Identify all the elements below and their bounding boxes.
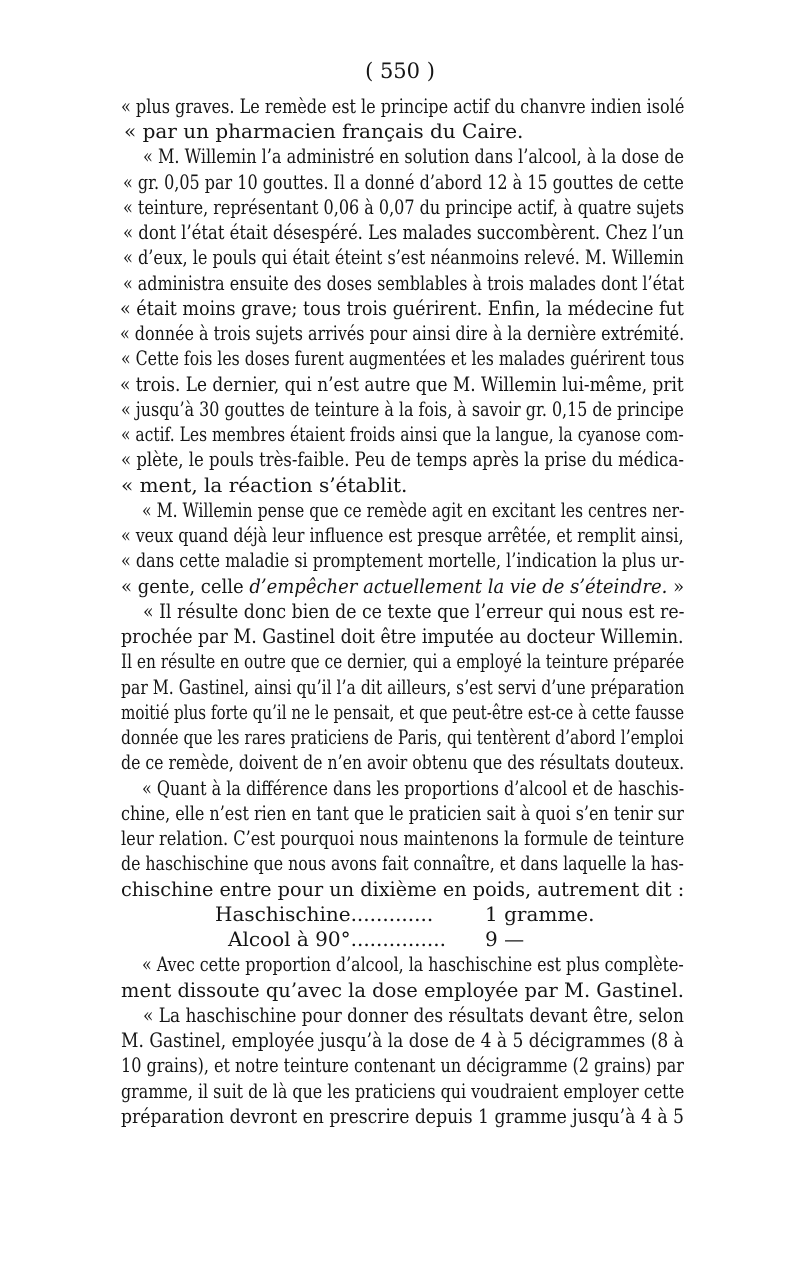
- text-line: « teinture, représentant 0,06 à 0,07 du principe actif, à quatre sujets: [123, 195, 685, 219]
- text-line: « ment, la réaction s’établit.: [121, 473, 408, 497]
- text-line: « par un pharmacien français du Caire.: [124, 119, 524, 143]
- text-line: « gr. 0,05 par 10 gouttes. Il a donné d’abord 12 à 15 gouttes de cette: [123, 170, 684, 194]
- text-line: gramme, il suit de là que les praticiens qui voudraient employer cette: [121, 1079, 685, 1103]
- closing-quote: »: [667, 574, 685, 598]
- text-line: prochée par M. Gastinel doit être imputée au docteur Willemin.: [121, 624, 684, 648]
- text-line: M. Gastinel, employée jusqu’à la dose de 4 à 5 décigrammes (8 à: [121, 1028, 684, 1052]
- text-line: « était moins grave; tous trois guérirent. Enfin, la médecine fut: [120, 296, 684, 320]
- text-line: Il en résulte en outre que ce dernier, qui a employé la teinture préparée: [121, 649, 685, 673]
- text-line: « veux quand déjà leur influence est presque arrêtée, et remplit ainsi,: [121, 523, 684, 547]
- text-line: « dont l’état était désespéré. Les malades succombèrent. Chez l’un: [123, 220, 684, 244]
- text-line: donnée que les rares praticiens de Paris, qui tentèrent d’abord l’emploi: [121, 725, 684, 749]
- text-line: « plus graves. Le remède est le principe actif du chanvre indien isolé: [121, 94, 685, 118]
- text-line: « jusqu’à 30 gouttes de teinture à la fois, à savoir gr. 0,15 de principe: [121, 397, 684, 421]
- text-line: « M. Willemin l’a administré en solution dans l’alcool, à la dose de: [143, 144, 685, 168]
- text-line: « donnée à trois sujets arrivés pour ainsi dire à la dernière extrémité.: [120, 321, 685, 345]
- text-line: de ce remède, doivent de n’en avoir obtenu que des résultats douteux.: [121, 750, 685, 774]
- text-line: ment dissoute qu’avec la dose employée par M. Gastinel.: [121, 978, 684, 1002]
- text-line: de haschischine que nous avons fait connaître, et dans laquelle la has-: [121, 851, 684, 875]
- text-line: chischine entre pour un dixième en poids, autrement dit :: [121, 877, 685, 901]
- formula-value: 1 gramme.: [485, 902, 595, 926]
- text-line-with-italic: [121, 573, 684, 599]
- text-line: « Il résulte donc bien de ce texte que l’erreur qui nous est re-: [143, 599, 685, 623]
- page-number: ( 550 ): [365, 59, 435, 83]
- text-line: chine, elle n’est rien en tant que le praticien sait à quoi s’en tenir sur: [121, 801, 684, 825]
- text-line: « d’eux, le pouls qui était éteint s’est néanmoins relevé. M. Willemin: [123, 245, 684, 269]
- text-line: « dans cette maladie si promptement mortelle, l’indication la plus ur-: [121, 548, 685, 572]
- text-span: « gente, celle: [121, 574, 250, 598]
- text-line: préparation devront en prescrire depuis 1 gramme jusqu’à 4 à 5: [121, 1104, 685, 1128]
- text-line: moitié plus forte qu’il ne le pensait, et que peut-être est-ce à cette fausse: [121, 700, 685, 724]
- text-line: 10 grains), et notre teinture contenant un décigramme (2 grains) par: [121, 1053, 684, 1077]
- text-line: « La haschischine pour donner des résultats devant être, selon: [143, 1003, 684, 1027]
- text-line: par M. Gastinel, ainsi qu’il l’a dit ailleurs, s’est servi d’une préparation: [121, 675, 685, 699]
- formula-value: 9 —: [485, 927, 525, 951]
- text-line: « actif. Les membres étaient froids ainsi que la langue, la cyanose com-: [121, 422, 684, 446]
- text-line: « plète, le pouls très-faible. Peu de temps après la prise du médica-: [121, 447, 684, 471]
- text-line: « trois. Le dernier, qui n’est autre que M. Willemin lui-même, prit: [120, 372, 684, 396]
- text-line: « M. Willemin pense que ce remède agit en excitant les centres ner-: [142, 498, 685, 522]
- text-line: « Cette fois les doses furent augmentées et les malades guérirent tous: [121, 346, 685, 370]
- text-line: leur relation. C’est pourquoi nous maintenons la formule de teinture: [121, 826, 685, 850]
- formula-label: Haschischine.............: [215, 902, 434, 926]
- text-line: « administra ensuite des doses semblables à trois malades dont l’état: [123, 271, 685, 295]
- formula-label: Alcool à 90°...............: [228, 927, 446, 951]
- text-line: « Avec cette proportion d’alcool, la haschischine est plus complète-: [142, 952, 684, 976]
- italic-quote: d’empêcher actuellement la vie de s’éteindre.: [249, 574, 668, 598]
- text-line: « Quant à la différence dans les proportions d’alcool et de haschis-: [142, 776, 685, 800]
